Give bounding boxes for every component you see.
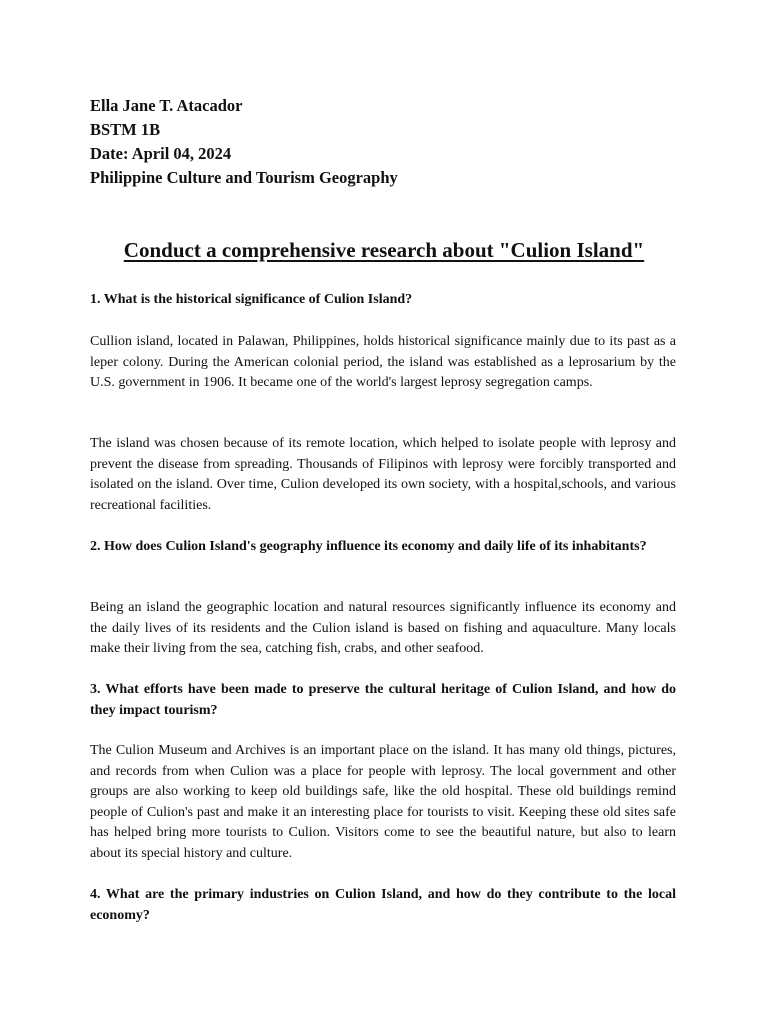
answer-3-paragraph-1: The Culion Museum and Archives is an important place on the island. It has many old things, pictures, and records from when Culion was a place for people with leprosy. The local government and other groups are also working to keep old buildings safe, like the old hospital. These old buildings remind people of Culion's past and make it an interesting place for tourists to visit. Keeping these old sites safe has helped bring more tourists to Culion. Visitors come to see the beautiful nature, but also to learn about its special history and culture.	[90, 743, 676, 861]
document-title: Conduct a comprehensive research about "Culion Island"	[123, 238, 645, 262]
course-title: Philippine Culture and Tourism Geography	[90, 168, 398, 187]
question-2: 2. How does Culion Island's geography influence its economy and daily life of its inhabitants?	[90, 539, 647, 554]
question-4: 4. What are the primary industries on Culion Island, and how do they contribute to the local economy?	[90, 887, 676, 923]
section-label: BSTM 1B	[90, 120, 161, 139]
document-header	[90, 94, 690, 190]
author-name: Ella Jane T. Atacador	[90, 96, 243, 115]
question-3: 3. What efforts have been made to preserve the cultural heritage of Culion Island, and how do they impact tourism?	[90, 682, 676, 718]
date-line: Date: April 04, 2024	[90, 144, 232, 163]
answer-1-paragraph-2: The island was chosen because of its remote location, which helped to isolate people with leprosy and prevent the disease from spreading. Thousands of Filipinos with leprosy were forcibly transported and isolated on the island. Over time, Culion developed its own society, with a hospital,schools, and various recreational facilities.	[90, 436, 676, 513]
answer-1-paragraph-1: Cullion island, located in Palawan, Philippines, holds historical significance mainly due to its past as a leper colony. During the American colonial period, the island was established as a leprosarium by the U.S. government in 1906. It became one of the world's largest leprosy segregation camps.	[90, 334, 676, 390]
answer-2-paragraph-1: Being an island the geographic location and natural resources significantly influence its economy and the daily lives of its residents and the Culion island is based on fishing and aquaculture. Many locals make their living from the sea, catching fish, crabs, and other seafood.	[90, 600, 676, 656]
question-1: 1. What is the historical significance of Culion Island?	[90, 292, 413, 307]
